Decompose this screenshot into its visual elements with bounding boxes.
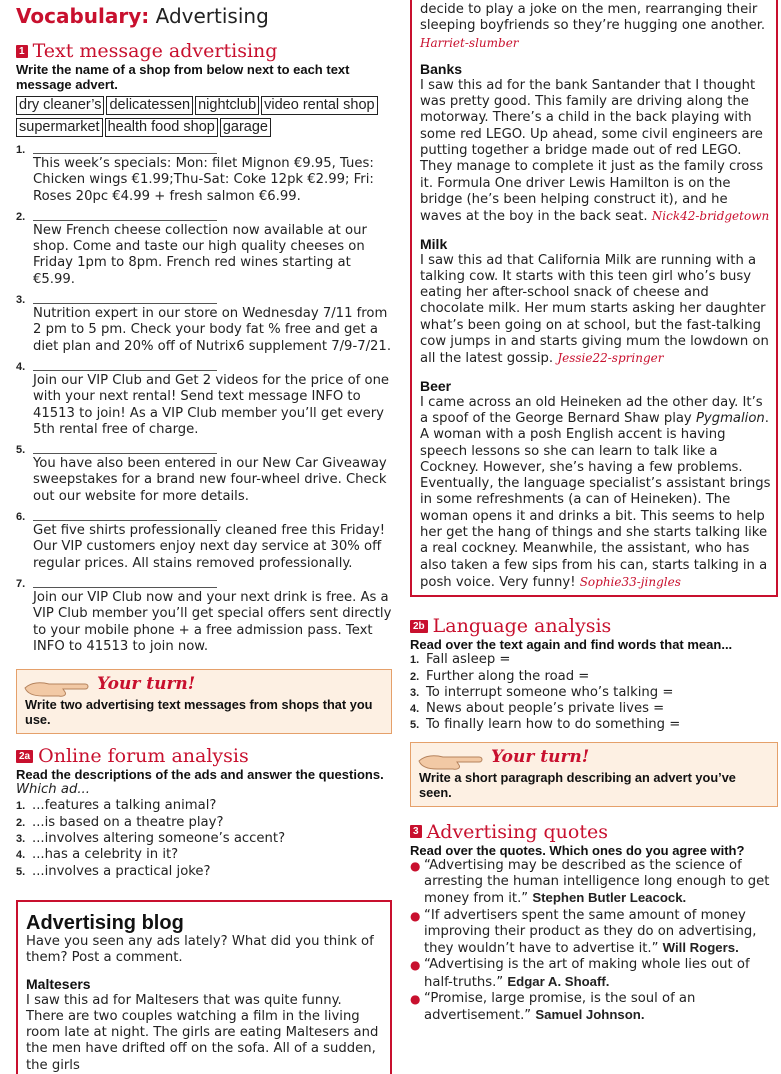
answer-blank[interactable] bbox=[33, 442, 217, 454]
post-heading-banks: Banks bbox=[420, 60, 463, 77]
section-number-badge: 2a bbox=[16, 750, 33, 763]
list-item: 4. ...has a celebrity in it? bbox=[16, 847, 179, 863]
pointing-hand-icon bbox=[417, 749, 485, 771]
answer-blank[interactable] bbox=[33, 292, 217, 304]
list-item: 1. ...features a talking animal? bbox=[16, 798, 217, 814]
pointing-hand-icon bbox=[23, 676, 91, 698]
word-bank bbox=[16, 96, 392, 137]
list-item: 1. Fall asleep = bbox=[410, 652, 511, 668]
username-signature: Jessie22-springer bbox=[557, 351, 664, 366]
list-item: 3. To interrupt someone who’s talking = bbox=[410, 684, 674, 700]
word-health-food-shop: health food shop bbox=[105, 118, 218, 137]
section-3-instructions: Read over the quotes. Which ones do you agree with? bbox=[410, 842, 745, 858]
quote-item: ● “Promise, large promise, is the soul of an advertisement.” Samuel Johnson. bbox=[410, 991, 696, 1024]
section-2a-heading: 2a Online forum analysis bbox=[16, 745, 392, 767]
question-item: 3. Nutrition expert in our store on Wednesday 7/11 from 2 pm to 5 pm. Check your body fat % free and get a diet plan and 20% off of Nutrix6 supplement 7/9-7/21. bbox=[16, 294, 392, 354]
list-item: 5. To finally learn how to do something = bbox=[410, 717, 681, 733]
word-delicatessen: delicatessen bbox=[106, 96, 193, 115]
question-item: 4. Join our VIP Club and Get 2 videos for the price of one with your next rental! Send text message INFO to 41513 to join! As a VIP Club member you’ll get every 5th rental free of charge. bbox=[16, 360, 390, 437]
your-turn-box-1: Your turn! Write two advertising text messages from shops that you use. bbox=[16, 669, 392, 734]
answer-blank[interactable] bbox=[33, 209, 217, 221]
question-item: 7. Join our VIP Club now and your next drink is free. As a VIP Club member you’ll get special offers sent directly to your mobile phone + a free admission pass. Text INFO to 41513 to join now. bbox=[16, 577, 392, 654]
advertising-blog: Advertising blog Have you seen any ads lately? What did you think of them? Post a comment. Maltesers I saw this ad for Maltesers that was quite funny. There are two couples watching a film in the living room late at night. The girls are eating Maltesers and the men have drifted off on the sofa. All of a sudden, the girls bbox=[16, 900, 392, 1074]
answer-blank[interactable] bbox=[33, 359, 217, 371]
your-turn-box-2: Your turn! Write a short paragraph describing an advert you’ve seen. bbox=[410, 742, 778, 807]
list-item: 3. ...involves altering someone’s accent? bbox=[16, 831, 286, 847]
question-item: 2. New French cheese collection now available at our shop. Come and taste our high quality cheeses on Friday 1pm to 8pm. French red wines starting at €5.99. bbox=[16, 210, 367, 287]
advertising-blog-continued: decide to play a joke on the men, rearranging their sleeping boyfriends so they’re hugging one another. Harriet-slumber Banks I saw this ad for the bank Santander that I thought was pretty good. This family are driving along the motorway. There’s a child in the back playing with some red LEGO. Up ahead, some civil engineers are putting together a bridge made out of red LEGO. They manage to complete it just as the family cross it. Formula One driver Lewis Hamilton is on the bridge (he’s been helping construct it), and he waves at the boy in the back seat. Nick42-bridgetown Milk I saw this ad that California Milk are running with a talking cow. It starts with this teen girl who’s busy eating her after-school snack of cheese and chocolate milk. Her mum starts asking her daughter what’s been going on at school, but the fast-talking cow jumps in and starts giving mum the lowdown on all the latest gossip. Jessie22-springer Beer I came across an old Heineken ad the other day. It’s a spoof of the George Bernard Shaw play Pygmalion. A woman with a posh English accent is having speech lessons so she can learn to talk like a Cockney. However, she’s having a few problems. Eventually, the language specialist’s assistant brings in some refreshments (a can of Heineken). The woman opens it and drinks a bit. This seems to help her get the hang of things and she starts talking like a real cockney. Meanwhile, the assistant, who has also taken a few sips from his can, starts talking in a posh voice. Very funny! Sophie33-jingles bbox=[410, 0, 778, 597]
quote-item: ● “Advertising may be described as the science of arresting the human intelligence long enough to get money from it.” Stephen Butler Leacock. bbox=[410, 857, 770, 907]
answer-blank[interactable] bbox=[33, 142, 217, 154]
bullet-icon: ● bbox=[410, 858, 421, 873]
word-video-rental-shop: video rental shop bbox=[261, 96, 377, 115]
username-signature: Sophie33-jingles bbox=[579, 574, 681, 589]
question-item: 1. This week’s specials: Mon: filet Mignon €9.95, Tues: Chicken wings €1.99;Thu-Sat: Coke 12pk €2.99; Fri: Roses 20pc €4.99 + fresh salmon €6.99. bbox=[16, 144, 374, 204]
word-nightclub: nightclub bbox=[195, 96, 259, 115]
section-1-heading: 1 Text message advertising bbox=[16, 40, 392, 62]
post-heading-beer: Beer bbox=[420, 377, 452, 394]
bullet-icon: ● bbox=[410, 908, 421, 923]
left-column: Vocabulary: Advertising 1 Text message advertising Write the name of a shop from below next to each text message advert. dry cleaner’s delicatessen nightclub video rental shop supermarket health food shop garage 1. This week’s specials: Mon: filet Mignon €9.95, Tues: Chicken wings €1.99;Thu-Sat: Coke 12pk €2.99; Fri: Roses 20pc €4.99 + fresh salmon €6.99. 2. New French cheese collection now available at our shop. Come and taste our high quality cheeses on Friday 1pm to 8pm. French red wines starting at €5.99. 3. Nutrition expert in our store on Wednesday 7/11 from 2 pm to 5 pm. Check your body fat % free and get a diet plan and 20% off of Nutrix6 supplement 7/9-7/21. 4. Join our VIP Club and Get 2 videos for the price of one with your next rental! Send text message INFO to 41513 to join! As a VIP Club member you’ll get every 5th rental free of charge. 5. You have also been entered in our New Car Giveaway sweepstakes for a brand new four-wheel drive. Check out our website for more details. 6. Get five shirts professionally cleaned free this Friday! Our VIP customers enjoy next day service at 30% off regular prices. All stains removed professionally. 7. Join our VIP Club now and your next drink is free. As a VIP Club member you’ll get special offers sent directly to your mobile phone + a free admission pass. Text INFO to 41513 to join now. Your turn! Write two advertising text messages from shops that you use. 2a Online forum analysis Read the descriptions of the ads and answer the questions. Which ad... 1. ...features a talking animal? 2. ...is based on a theatre play? 3. ...involves altering someone’s accent? 4. ...has a celebrity in it? 5. ...involves a practical joke? Advertising blog Have you seen any ads lately? What did you think of them? Post a comment. Maltesers I saw this ad for Maltesers that was quite funny. There are two couples watching a film in the living room late at night. The girls are eating Maltesers and the men have drifted off on the sofa. All of a sudden, the girls bbox=[16, 4, 392, 1073]
section-number-badge: 2b bbox=[410, 620, 428, 633]
section-3-heading: 3 Advertising quotes bbox=[410, 821, 778, 843]
section-2a-instructions: Read the descriptions of the ads and answer the questions. bbox=[16, 767, 384, 783]
answer-blank[interactable] bbox=[33, 576, 217, 588]
text-message-questions bbox=[16, 142, 392, 655]
section-number-badge: 1 bbox=[16, 45, 28, 58]
right-column bbox=[410, 0, 778, 1025]
post-heading-maltesers: Maltesers bbox=[26, 975, 91, 992]
section-2b-heading: 2b Language analysis bbox=[410, 615, 778, 637]
section-number-badge: 3 bbox=[410, 825, 422, 838]
quote-item: ● “If advertisers spent the same amount of money improving their product as they do on advertising, they wouldn’t have to advertise it.” Will Rogers. bbox=[410, 907, 757, 957]
quote-item: ● “Advertising is the art of making whole lies out of half-truths.” Edgar A. Shoaff. bbox=[410, 957, 750, 990]
answer-blank[interactable] bbox=[33, 509, 217, 521]
list-item: 2. Further along the road = bbox=[410, 668, 590, 684]
word-supermarket: supermarket bbox=[16, 118, 103, 137]
post-heading-milk: Milk bbox=[420, 235, 448, 252]
word-garage: garage bbox=[220, 118, 271, 137]
bullet-icon: ● bbox=[410, 958, 421, 973]
username-signature: Harriet-slumber bbox=[420, 35, 519, 50]
username-signature: Nick42-bridgetown bbox=[651, 209, 770, 224]
page-title: Vocabulary: Advertising bbox=[16, 4, 269, 28]
list-item: 4. News about people’s private lives = bbox=[410, 701, 665, 717]
language-questions bbox=[410, 652, 778, 733]
list-item: 2. ...is based on a theatre play? bbox=[16, 814, 224, 830]
section-2b-instructions: Read over the text again and find words that mean... bbox=[410, 637, 733, 653]
question-item: 6. Get five shirts professionally cleaned free this Friday! Our VIP customers enjoy next day service at 30% off regular prices. All stains removed professionally. bbox=[16, 511, 386, 571]
quotes-list bbox=[410, 858, 778, 1025]
question-item: 5. You have also been entered in our New Car Giveaway sweepstakes for a brand new four-wheel drive. Check out our website for more details. bbox=[16, 444, 387, 504]
bullet-icon: ● bbox=[410, 992, 421, 1007]
forum-questions bbox=[16, 798, 392, 879]
list-item: 5. ...involves a practical joke? bbox=[16, 863, 211, 879]
section-1-instructions: Write the name of a shop from below next to each text message advert. bbox=[16, 62, 350, 92]
word-dry-cleaners: dry cleaner’s bbox=[16, 96, 104, 115]
